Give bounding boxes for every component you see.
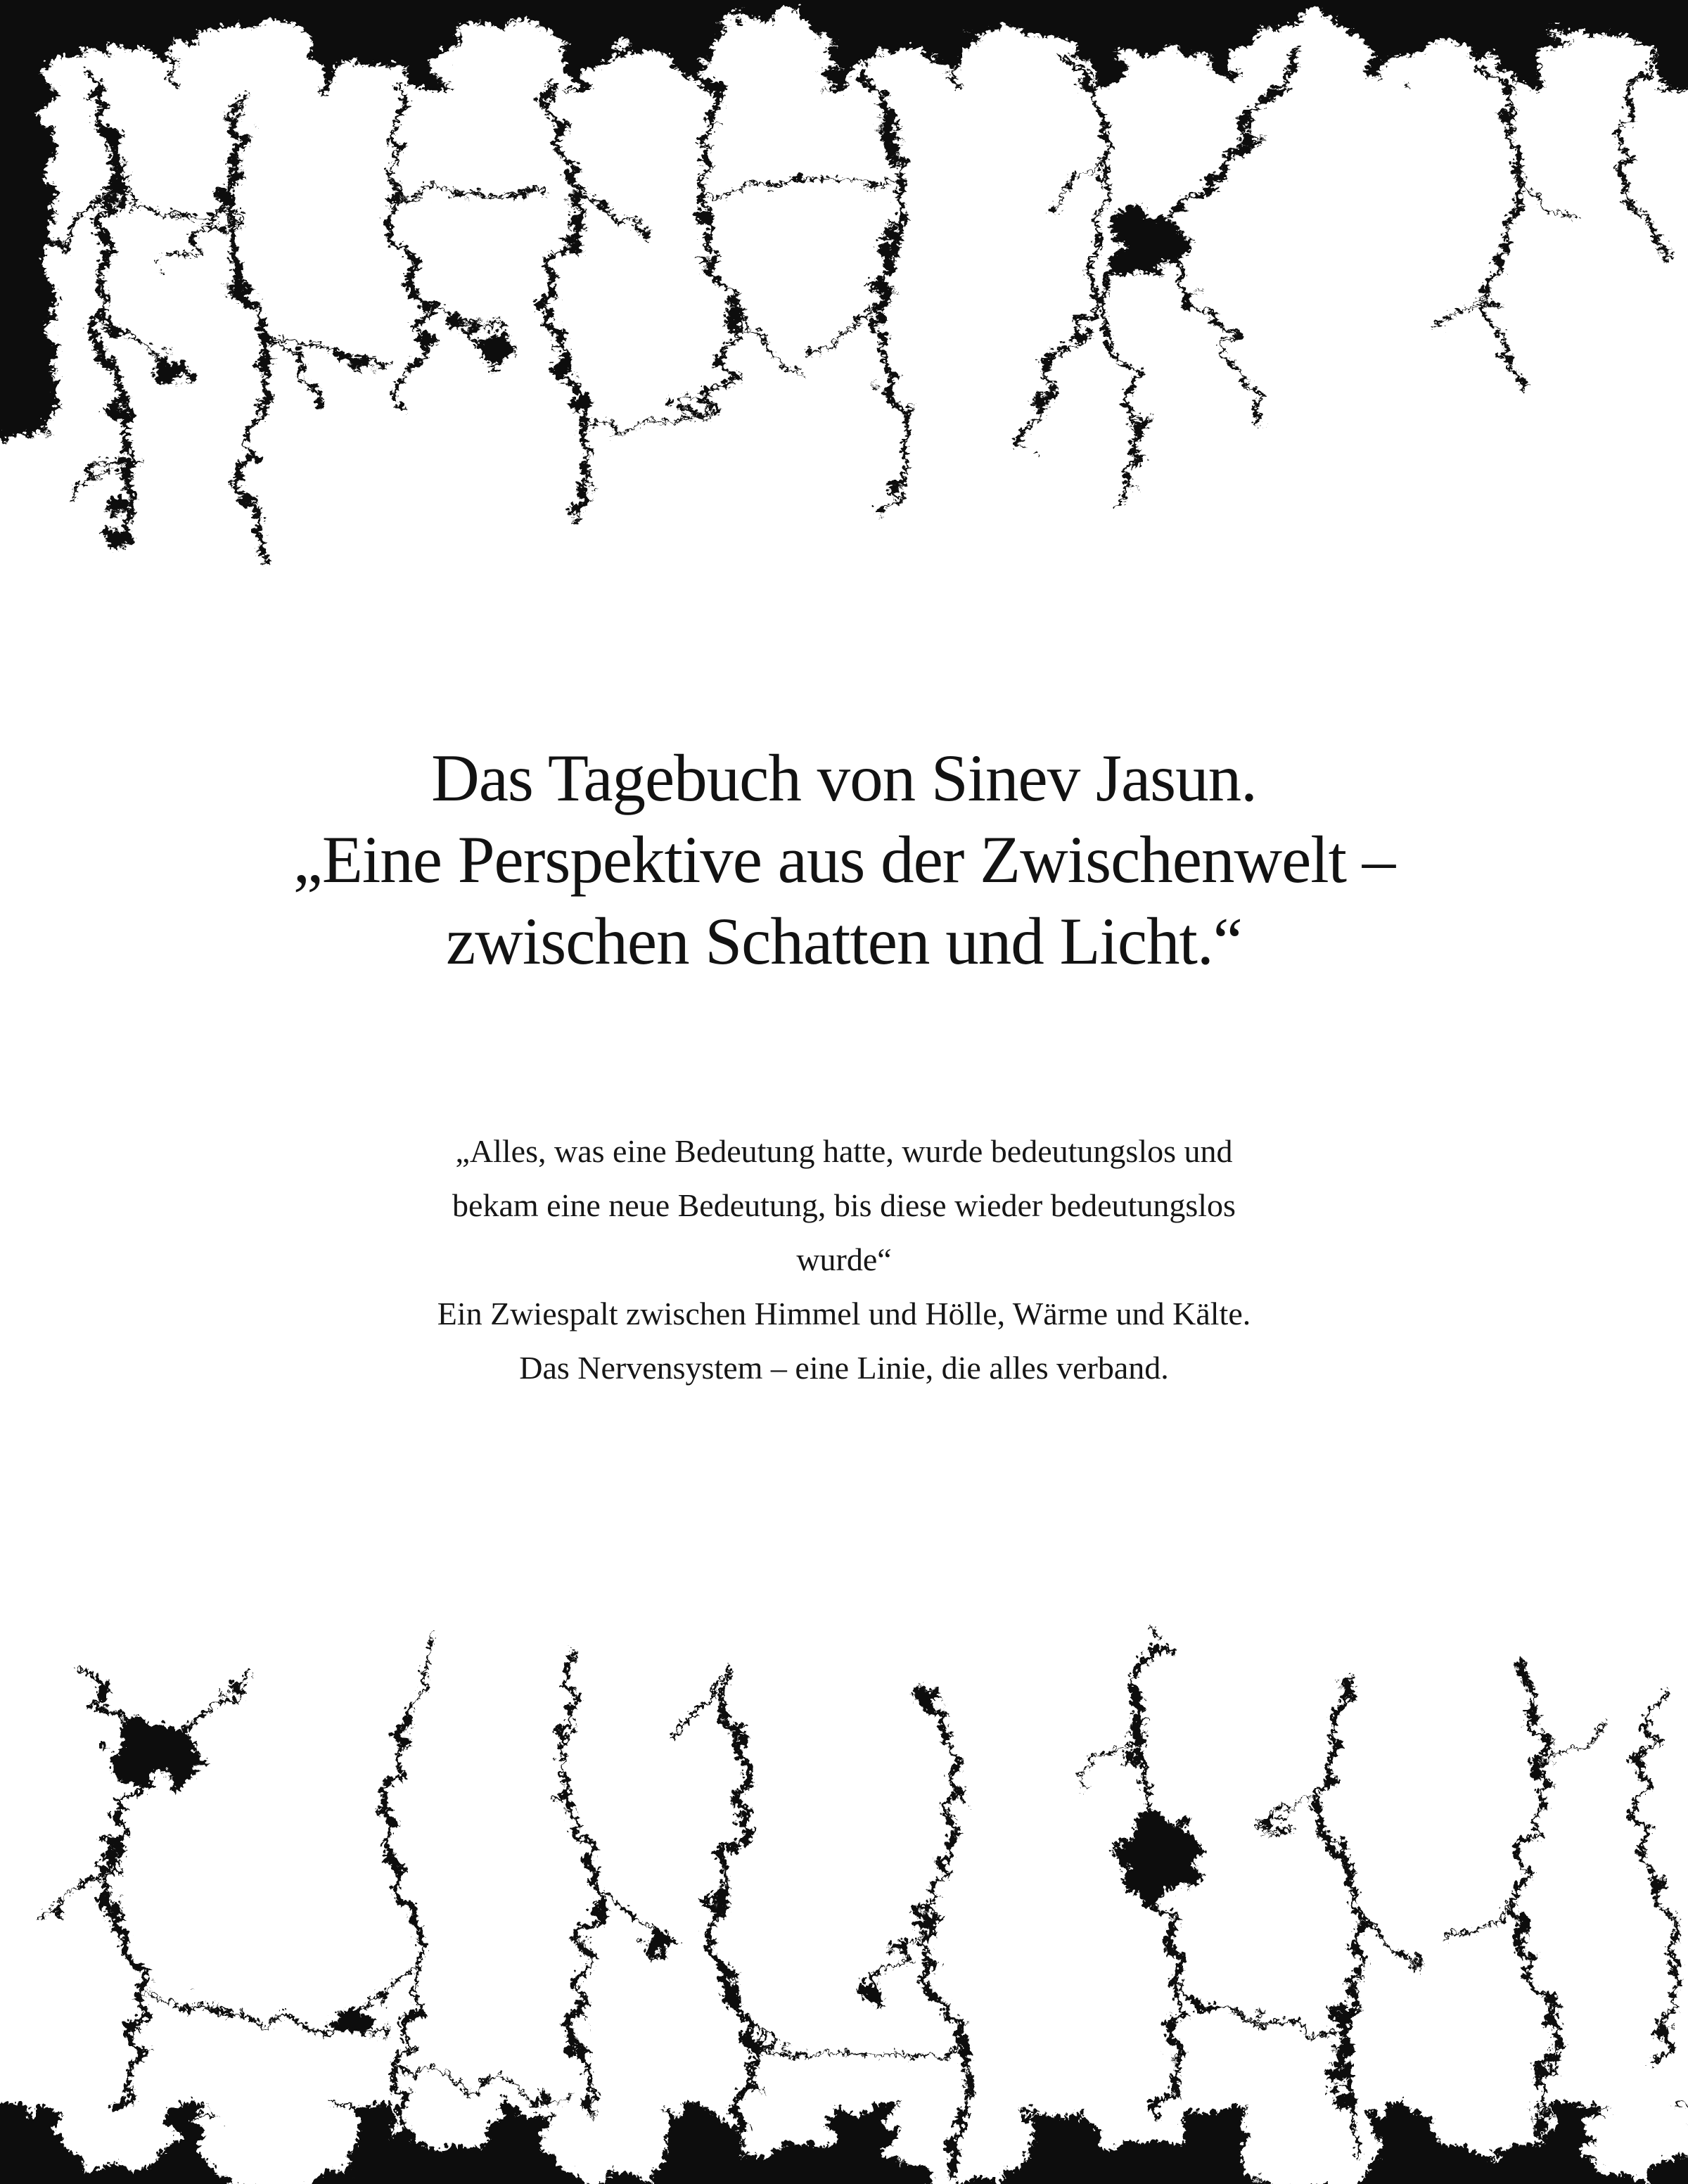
quote-line-2: bekam eine neue Bedeutung, bis diese wieder bedeutungslos [452, 1187, 1236, 1223]
crack-texture-bottom-icon [0, 1607, 1688, 2184]
tagline-line-2: Das Nervensystem – eine Linie, die alles verband. [519, 1350, 1169, 1386]
tagline-paragraph [0, 1286, 1688, 1395]
quote-line-3: wurde“ [796, 1241, 892, 1277]
book-title-line-3: zwischen Schatten und Licht.“ [446, 904, 1242, 978]
quote-paragraph [0, 1124, 1688, 1286]
quote-line-1: „Alles, was eine Bedeutung hatte, wurde bedeutungslos und [455, 1133, 1233, 1169]
book-title-line-2: „Eine Perspektive aus der Zwischenwelt – [293, 822, 1395, 897]
book-title [0, 737, 1688, 982]
tagline-line-1: Ein Zwiespalt zwischen Himmel und Hölle, Wärme und Kälte. [437, 1296, 1251, 1332]
quote-block [0, 1124, 1688, 1395]
book-title-line-1: Das Tagebuch von Sinev Jasun. [431, 741, 1257, 815]
crack-texture-top-icon [0, 0, 1688, 577]
